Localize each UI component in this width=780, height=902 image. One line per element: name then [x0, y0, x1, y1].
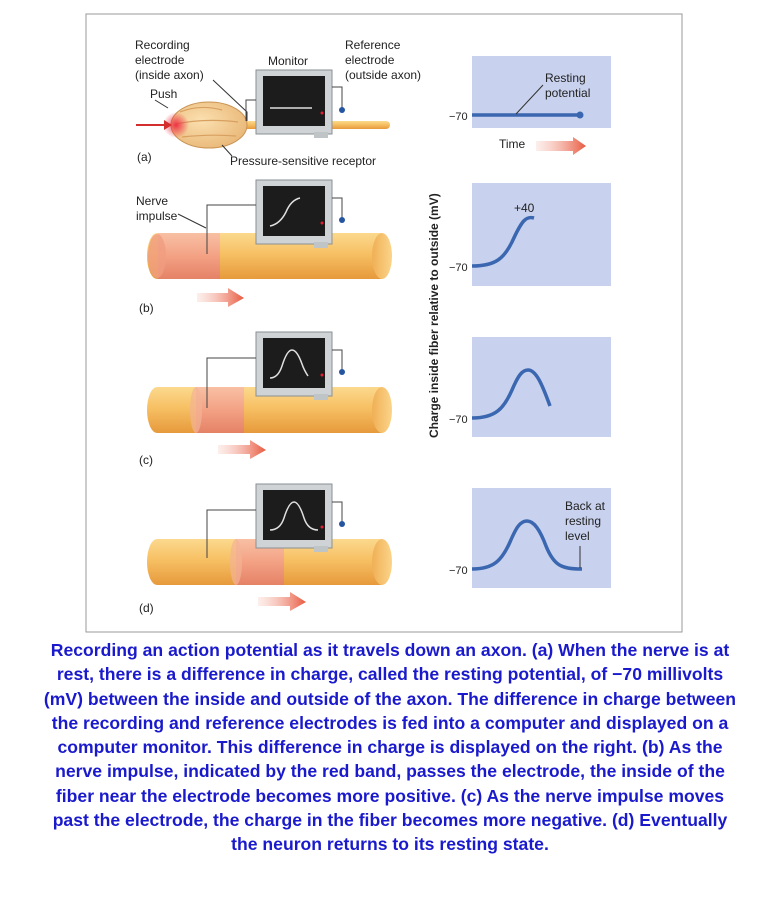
- monitor-d: [256, 484, 332, 552]
- panel-b-tag: (b): [139, 301, 154, 315]
- graph-a-tick: −70: [449, 111, 468, 123]
- impulse-band-c: [196, 387, 244, 433]
- graph-b: [472, 183, 611, 286]
- peak-label: +40: [514, 201, 535, 215]
- push-label: Push: [150, 87, 178, 101]
- receptor-label: Pressure-sensitive receptor: [230, 154, 377, 168]
- graph-b-tick: −70: [449, 262, 468, 274]
- y-axis-label: Charge inside fiber relative to outside (mV): [427, 193, 441, 438]
- graph-d-tick: −70: [449, 565, 468, 577]
- monitor-c: [256, 332, 332, 400]
- monitor-label: Monitor: [268, 54, 309, 68]
- time-label: Time: [499, 137, 526, 151]
- graph-c-tick: −70: [449, 414, 468, 426]
- monitor-b: [256, 180, 332, 248]
- nerve-impulse-label: Nerve impulse: [136, 194, 178, 223]
- monitor-a: [256, 70, 332, 138]
- impulse-band-b: [158, 233, 220, 279]
- panel-c-tag: (c): [139, 453, 153, 467]
- panel-d-tag: (d): [139, 601, 154, 615]
- figure-caption: Recording an action potential as it travels down an axon. (a) When the nerve is at rest, there is a difference in charge, called the resting potential, of −70 millivolts (mV) between the inside and outside of the axon. The difference in charge between the recording and reference electrodes is fed into a computer and displayed on a computer monitor. This difference in charge is displayed on the right. (b) As the nerve impulse, indicated by the red band, passes the electrode, the inside of the fiber near the electrode becomes more positive. (c) As the nerve impulse moves past the electrode, the charge in the fiber becomes more negative. (d) Eventually the neuron returns to its resting state.: [43, 640, 737, 855]
- recording-electrode-label: Recording electrode (inside axon): [135, 38, 204, 82]
- panel-a-tag: (a): [137, 150, 152, 164]
- resting-potential-label: Resting potential: [545, 71, 591, 100]
- back-at-resting-label: Back at resting level: [565, 499, 606, 543]
- reference-electrode-label: Reference electrode (outside axon): [345, 38, 422, 82]
